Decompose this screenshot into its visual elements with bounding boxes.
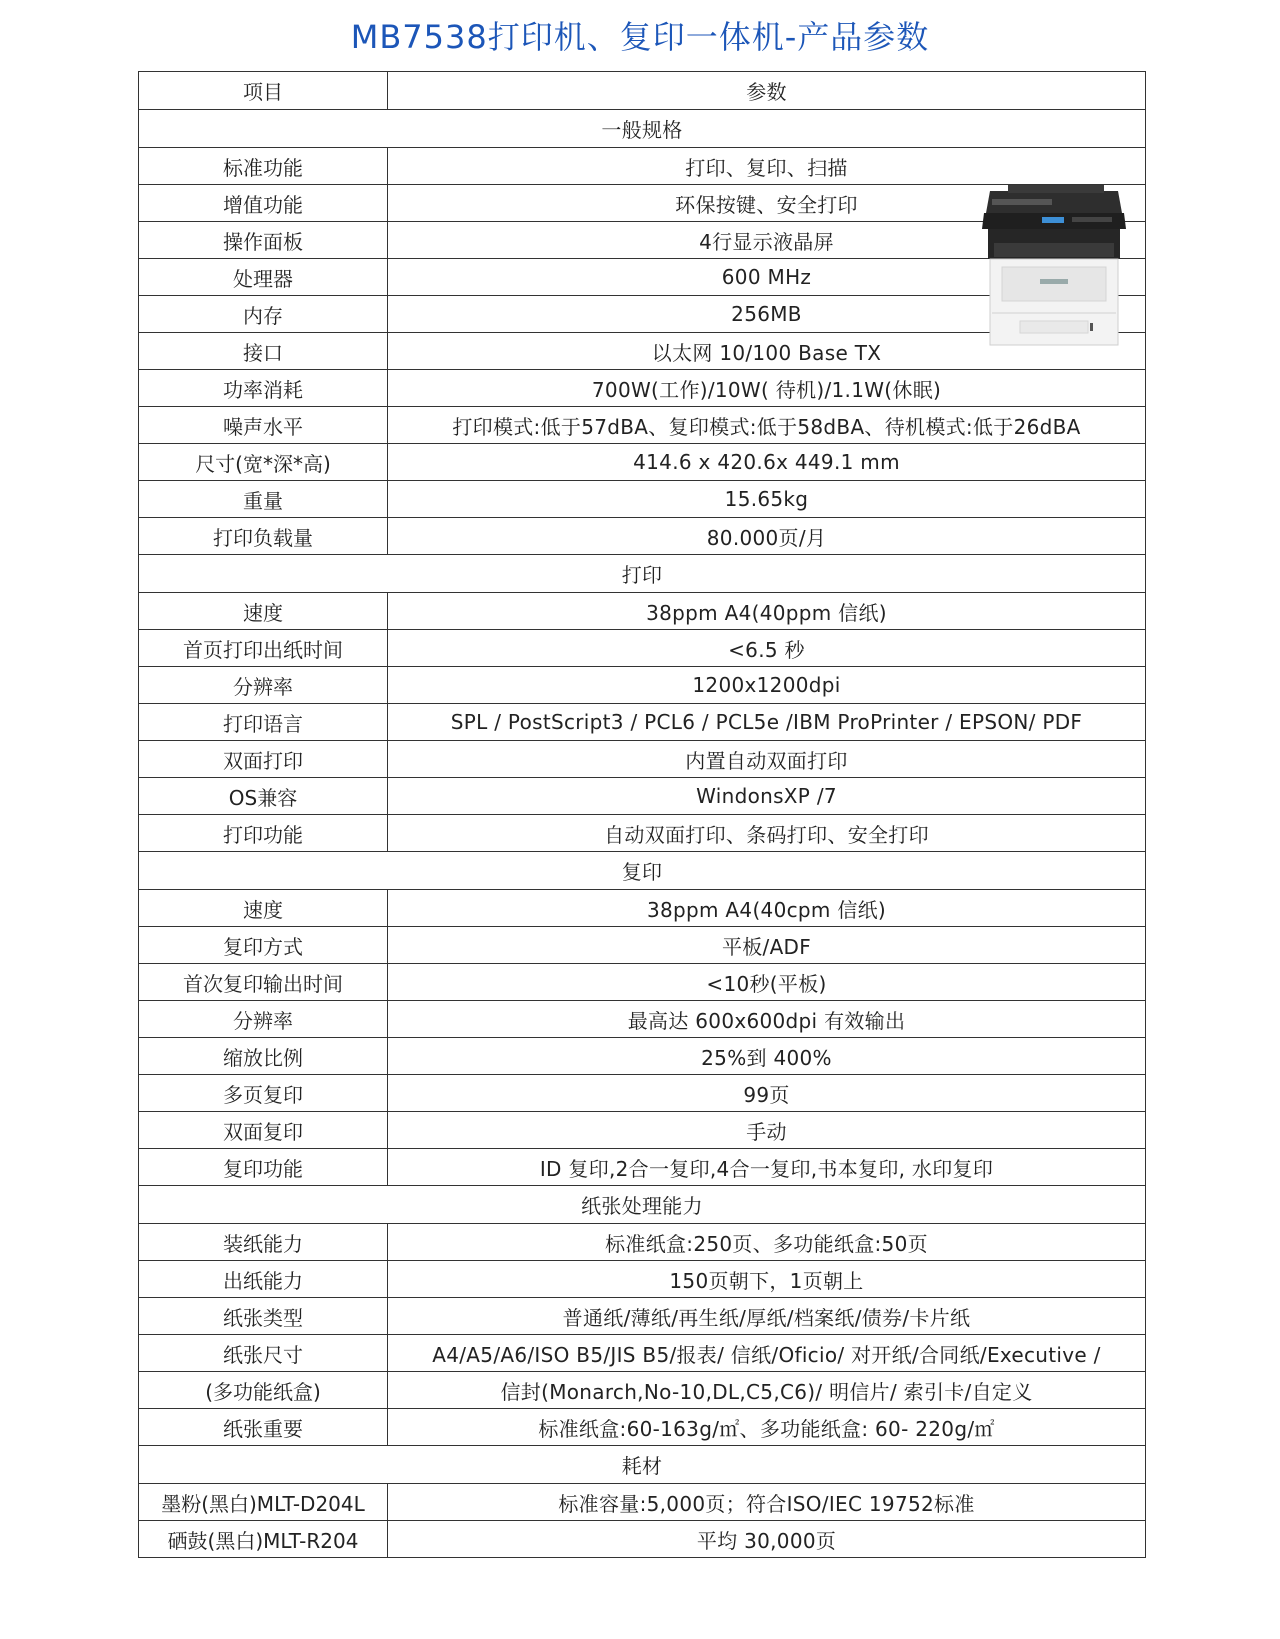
row-label: 增值功能 (139, 185, 388, 221)
table-row (139, 518, 1145, 555)
row-label: 复印方式 (139, 927, 388, 963)
table-row (139, 1224, 1145, 1261)
row-label: 复印功能 (139, 1149, 388, 1185)
row-value: A4/A5/A6/ISO B5/JIS B5/报表/ 信纸/Oficio/ 对开纸/合同纸/Executive / (432, 1342, 1101, 1367)
row-value: 4行显示液晶屏 (699, 229, 834, 254)
row-value: 环保按键、安全打印 (675, 192, 858, 217)
row-label: 纸张尺寸 (139, 1335, 388, 1371)
row-value: 打印模式:低于57dBA、复印模式:低于58dBA、待机模式:低于26dBA (452, 414, 1081, 439)
row-label: (多功能纸盒) (139, 1372, 388, 1408)
table-row (139, 630, 1145, 667)
row-value: 1200x1200dpi (692, 673, 841, 697)
row-label: 处理器 (139, 259, 388, 295)
row-value: 99页 (743, 1082, 790, 1107)
row-label: 双面复印 (139, 1112, 388, 1148)
row-value: 手动 (746, 1119, 787, 1144)
row-label: 打印负载量 (139, 518, 388, 554)
table-row (139, 1335, 1145, 1372)
row-label: 墨粉(黑白)MLT-D204L (139, 1484, 388, 1520)
row-label: 速度 (139, 593, 388, 629)
row-label: OS兼容 (139, 778, 388, 814)
row-value: 80.000页/月 (706, 525, 827, 550)
header-param: 参数 (746, 80, 787, 104)
section-header-row (139, 1446, 1145, 1484)
table-row (139, 1112, 1145, 1149)
row-value: 700W(工作)/10W( 待机)/1.1W(休眠) (591, 377, 942, 402)
row-label: 功率消耗 (139, 370, 388, 406)
row-value: 38ppm A4(40ppm 信纸) (646, 600, 887, 625)
row-value: 标准纸盒:250页、多功能纸盒:50页 (605, 1231, 928, 1256)
row-label: 打印语言 (139, 704, 388, 740)
row-value: 打印、复印、扫描 (685, 155, 848, 180)
table-row (139, 815, 1145, 852)
row-label: 接口 (139, 333, 388, 369)
table-row (139, 1075, 1145, 1112)
row-value: 414.6 x 420.6x 449.1 mm (633, 450, 900, 474)
table-row (139, 593, 1145, 630)
row-value: 600 MHz (721, 265, 812, 289)
row-label: 内存 (139, 296, 388, 332)
row-value: 内置自动双面打印 (685, 748, 848, 773)
table-row (139, 1372, 1145, 1409)
row-label: 硒鼓(黑白)MLT-R204 (139, 1521, 388, 1557)
table-row (139, 1038, 1145, 1075)
table-row (139, 1261, 1145, 1298)
header-item: 项目 (139, 72, 388, 109)
row-label: 操作面板 (139, 222, 388, 258)
table-row (139, 964, 1145, 1001)
row-value: 最高达 600x600dpi 有效输出 (627, 1008, 906, 1033)
row-value: 150页朝下，1页朝上 (669, 1268, 864, 1293)
row-label: 双面打印 (139, 741, 388, 777)
row-value: 25%到 400% (701, 1045, 832, 1070)
row-value: WindonsXP /7 (696, 784, 837, 808)
table-row (139, 148, 1145, 185)
row-value: <10秒(平板) (706, 971, 827, 996)
table-row (139, 1149, 1145, 1186)
row-label: 重量 (139, 481, 388, 517)
row-label: 首页打印出纸时间 (139, 630, 388, 666)
row-value: 标准纸盒:60-163g/㎡、多功能纸盒: 60- 220g/㎡ (538, 1416, 995, 1441)
row-label: 噪声水平 (139, 407, 388, 443)
row-label: 出纸能力 (139, 1261, 388, 1297)
page-title: MB7538打印机、复印一体机-产品参数 (350, 18, 930, 56)
section-title: 复印 (621, 860, 663, 884)
row-value: 平均 30,000页 (696, 1528, 837, 1553)
table-row (139, 1521, 1145, 1558)
row-label: 装纸能力 (139, 1224, 388, 1260)
table-row (139, 1001, 1145, 1038)
section-header-row (139, 852, 1145, 890)
section-title: 打印 (621, 563, 663, 587)
row-label: 分辨率 (139, 1001, 388, 1037)
row-value: 以太网 10/100 Base TX (651, 340, 882, 365)
row-value: SPL / PostScript3 / PCL6 / PCL5e /IBM ProPrinter / EPSON/ PDF (450, 710, 1083, 734)
row-value: ID 复印,2合一复印,4合一复印,书本复印, 水印复印 (539, 1156, 994, 1181)
table-row (139, 704, 1145, 741)
row-value: 信封(Monarch,No-10,DL,C5,C6)/ 明信片/ 索引卡/自定义 (500, 1379, 1033, 1404)
table-row (139, 741, 1145, 778)
section-header-row (139, 110, 1145, 148)
row-value: 15.65kg (724, 487, 809, 511)
row-label: 多页复印 (139, 1075, 388, 1111)
table-header-row (139, 72, 1145, 110)
section-title: 一般规格 (601, 118, 683, 142)
table-row (139, 1409, 1145, 1446)
row-value: 256MB (731, 302, 802, 326)
table-row (139, 890, 1145, 927)
table-row (139, 1298, 1145, 1335)
table-row (139, 778, 1145, 815)
table-row (139, 1484, 1145, 1521)
table-row (139, 481, 1145, 518)
section-header-row (139, 1186, 1145, 1224)
table-row (139, 444, 1145, 481)
row-label: 分辨率 (139, 667, 388, 703)
row-label: 打印功能 (139, 815, 388, 851)
row-label: 标准功能 (139, 148, 388, 184)
table-row (139, 407, 1145, 444)
row-label: 缩放比例 (139, 1038, 388, 1074)
table-row (139, 927, 1145, 964)
row-value: <6.5 秒 (728, 637, 805, 662)
row-value: 38ppm A4(40cpm 信纸) (646, 897, 887, 922)
row-label: 尺寸(宽*深*高) (139, 444, 388, 480)
row-value: 平板/ADF (721, 934, 812, 959)
table-row (139, 370, 1145, 407)
section-title: 耗材 (621, 1454, 663, 1478)
table-row (139, 667, 1145, 704)
row-label: 纸张类型 (139, 1298, 388, 1334)
row-value: 自动双面打印、条码打印、安全打印 (604, 822, 929, 847)
row-label: 首次复印输出时间 (139, 964, 388, 1000)
row-label: 速度 (139, 890, 388, 926)
section-title: 纸张处理能力 (581, 1194, 703, 1218)
printer-image (980, 183, 1128, 349)
row-value: 普通纸/薄纸/再生纸/厚纸/档案纸/债券/卡片纸 (562, 1305, 971, 1330)
section-header-row (139, 555, 1145, 593)
row-label: 纸张重要 (139, 1409, 388, 1445)
row-value: 标准容量:5,000页；符合ISO/IEC 19752标准 (558, 1491, 975, 1516)
